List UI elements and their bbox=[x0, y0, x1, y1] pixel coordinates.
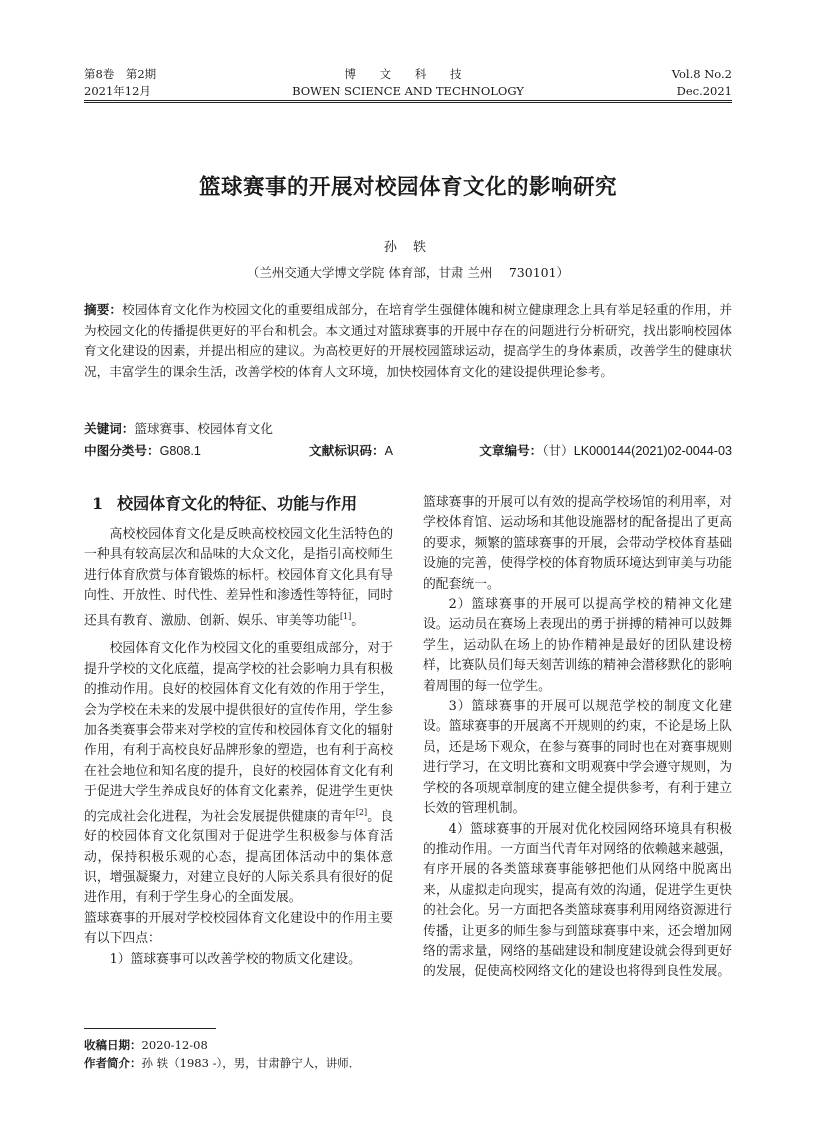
journal-name-en: BOWEN SCIENCE AND TECHNOLOGY bbox=[292, 84, 524, 98]
author-bio bbox=[84, 1055, 360, 1071]
paragraph: 篮球赛事的开展可以有效的提高学校场馆的利用率，对学校体育馆、运动场和其他设施器材的配备提出了更高的要求，频繁的篮球赛事的开展，会带动学校体育基础设施的完善，使得学校的体育物质环境达到审美与功能的配套统一。 bbox=[423, 495, 732, 592]
paragraph-text: 校园体育文化作为校园文化的重要组成部分，对于提升学校的文化底蕴，提高学校的社会影响力具有积极的推动作用。良好的校园体育文化有效的作用于学生，会为学校在未来的发展中提供很好的宣传作用，学生参加各类赛事会带来对学校的宣传和校园体育文化的辐射作用，有利于高校良好品牌形象的塑造，也有利于高校在社会地位和知名度的提升，良好的校园体育文化有利于促进大学生养成良好的体育文化素养，促进学生更快的完成社会化进程，为社会发展提供健康的青年 bbox=[84, 641, 393, 824]
abstract-text: 校园体育文化作为校园文化的重要组成部分，在培育学生强健体魄和树立健康理念上具有举足轻重的作用，并为校园文化的传播提供更好的平台和机会。本文通过对篮球赛事的开展中存在的问题进行分析研究，找出影响校园体育文化建设的因素，并提出相应的建议。为高校更好的开展校园篮球运动，提高学生的身体素质，改善学生的健康状况，丰富学生的课余生活，改善学校的体育人文环境，加快校园体育文化的建设提供理论参考。 bbox=[84, 302, 733, 379]
keywords-text: 篮球赛事、校园体育文化 bbox=[134, 421, 273, 436]
clc-number bbox=[84, 440, 201, 459]
abstract bbox=[84, 300, 732, 382]
journal-name-cn: 博 文 科 技 bbox=[344, 67, 472, 81]
paragraph: 篮球赛事的开展对学校校园体育文化建设中的作用主要有以下四点： bbox=[84, 910, 393, 947]
date-cn: 2021年12月 bbox=[84, 84, 151, 98]
paragraph-text: 。 bbox=[351, 612, 365, 628]
paragraph: 2）篮球赛事的开展可以提高学校的精神文化建设。运动员在赛场上表现出的勇于拼搏的精神可以鼓舞学生，运动队在场上的协作精神是最好的团队建设榜样，比赛队员们每天刻苦训练的精神会潜移默化的影响着周围的每一位学生。 bbox=[423, 597, 732, 694]
clc-value: G808.1 bbox=[159, 444, 201, 458]
bio-label: 作者简介： bbox=[84, 1056, 142, 1070]
right-column bbox=[423, 493, 732, 983]
section-title: 校园体育文化的特征、功能与作用 bbox=[117, 494, 358, 513]
bio-value: 孙 轶（1983 -），男，甘肃静宁人，讲师． bbox=[141, 1056, 361, 1070]
paragraph bbox=[84, 639, 393, 909]
doc-value: A bbox=[384, 444, 393, 458]
header-right bbox=[672, 66, 732, 100]
paragraph: 4）篮球赛事的开展对优化校园网络环境具有积极的推动作用。一方面当代青年对网络的依赖越来越强，有序开展的各类篮球赛事能够把他们从网络中脱离出来，从虚拟走向现实，提高有效的沟通，促进学生更快的社会化。另一方面把各类篮球赛事利用网络资源进行传播，让更多的师生参与到篮球赛事中来，还会增加网络的需求量，网络的基础建设和制度建设就会得到更好的发展，促使高校网络文化的建设也将得到良性发展。 bbox=[423, 821, 732, 980]
id-value: （甘）LK000144(2021)02-0044-03 bbox=[542, 444, 732, 458]
article-title: 篮球赛事的开展对校园体育文化的影响研究 bbox=[198, 175, 617, 200]
paragraph bbox=[84, 525, 393, 631]
author-affiliation: （兰州交通大学博文学院 体育部，甘肃 兰州 730101） bbox=[246, 265, 570, 280]
doc-label: 文献标识码： bbox=[309, 443, 385, 458]
citation-ref: [2] bbox=[355, 807, 368, 817]
id-label: 文章编号： bbox=[479, 443, 543, 458]
received-value: 2020-12-08 bbox=[141, 1038, 208, 1052]
citation-ref: [1] bbox=[339, 611, 352, 621]
volume-issue-cn: 第8卷 第2期 bbox=[84, 67, 157, 81]
header-rule-top bbox=[84, 100, 732, 101]
footnote-rule bbox=[84, 1028, 216, 1029]
paragraph: 3）篮球赛事的开展可以规范学校的制度文化建设。篮球赛事的开展离不开规则的约束，不论是场上队员，还是场下观众，在参与赛事的同时也在对赛事规则进行学习，在文明比赛和文明观赛中学会遵守规则，为学校的各项规章制度的建立健全提供参考，有利于建立长效的管理机制。 bbox=[423, 699, 732, 817]
author-name: 孙 轶 bbox=[383, 240, 433, 255]
received-date bbox=[84, 1037, 208, 1053]
section-number: 1 bbox=[92, 494, 104, 513]
keywords-label: 关键词： bbox=[84, 421, 135, 436]
abstract-label: 摘要： bbox=[84, 302, 123, 317]
section-heading bbox=[84, 493, 393, 515]
keywords bbox=[84, 418, 273, 437]
volume-issue-en: Vol.8 No.2 bbox=[671, 67, 732, 81]
document-code bbox=[309, 440, 393, 459]
received-label: 收稿日期： bbox=[84, 1038, 142, 1052]
article-id bbox=[479, 440, 732, 459]
left-column bbox=[84, 493, 393, 970]
paragraph: 1）篮球赛事可以改善学校的物质文化建设。 bbox=[109, 951, 361, 967]
header-rule-bottom bbox=[84, 102, 732, 103]
paragraph-text: 。良好的校园体育文化氛围对于促进学生积极参与体育活动，保持积极乐观的心态，提高团体活动中的集体意识，增强凝聚力，对建立良好的人际关系具有很好的促进作用，有利于学生身心的全面发展。 bbox=[84, 808, 394, 906]
paragraph-text: 高校校园体育文化是反映高校校园文化生活特色的一种具有较高层次和品味的大众文化，是指引高校师生进行体育欣赏与体育锻炼的标杆。校园体育文化具有导向性、开放性、时代性、差异性和渗透性等特征，同时还具有教育、激励、创新、娱乐、审美等功能 bbox=[84, 527, 393, 628]
date-en: Dec.2021 bbox=[676, 84, 732, 98]
clc-label: 中图分类号： bbox=[84, 443, 160, 458]
